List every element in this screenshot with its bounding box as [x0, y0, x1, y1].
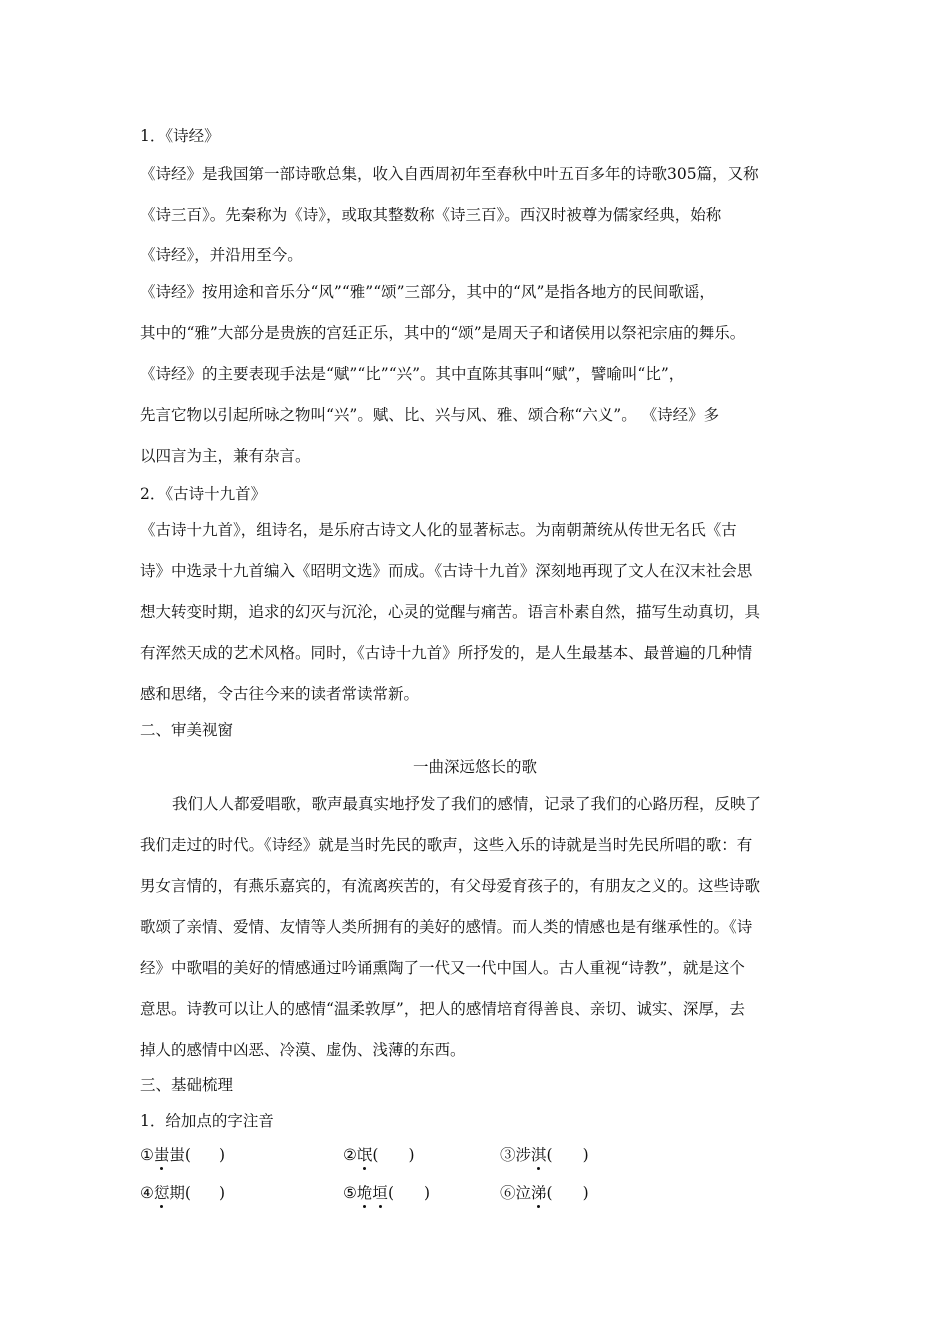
essay-line: 歌颂了亲情、爱情、友情等人类所拥有的美好的感情。而人类的情感也是有继承性的。《诗: [140, 918, 753, 936]
option-close: ): [582, 1184, 589, 1202]
s2-line: 诗》中选录十九首编入《昭明文选》而成。《古诗十九首》深刻地再现了文人在汉末社会思: [140, 562, 753, 580]
option-number: ③: [500, 1146, 516, 1164]
essay-line: 我们人人都爱唱歌，歌声最真实地抒发了我们的感情，记录了我们的心路历程，反映了: [172, 795, 762, 813]
s2-line: 感和思绪，令古往今来的读者常读常新。: [140, 685, 420, 703]
option-number: ②: [343, 1146, 357, 1164]
option-close: ): [582, 1146, 589, 1164]
dotted-char: 垣: [372, 1184, 388, 1202]
s1-line: 先言它物以引起所咏之物叫“兴”。赋、比、兴与风、雅、颂合称“六义”。 《诗经》多: [140, 406, 720, 424]
s1-line: 其中的“雅”大部分是贵族的宫廷正乐，其中的“颂”是周天子和诸侯用以祭祀宗庙的舞乐。: [140, 324, 746, 342]
s2-line: 想大转变时期，追求的幻灭与沉沦，心灵的觉醒与痛苦。语言朴素自然，描写生动真切，具: [140, 603, 761, 621]
s1-line: 《诗经》是我国第一部诗歌总集，收入自西周初年至春秋中叶五百多年的诗歌305篇，又称: [140, 165, 759, 183]
question-1: 1．给加点的字注音: [140, 1112, 274, 1130]
option-5: [343, 1183, 430, 1203]
option-close: ): [424, 1184, 431, 1202]
option-text: 蚩(: [169, 1146, 191, 1164]
option-text: (: [387, 1184, 394, 1202]
heading-aesthetic: 二、审美视窗: [140, 721, 234, 739]
dotted-char: 垝: [356, 1184, 373, 1202]
dotted-char: 淇: [531, 1146, 547, 1164]
s1-line: 《诗三百》。先秦称为《诗》，或取其整数称《诗三百》。西汉时被尊为儒家经典，始称: [140, 206, 722, 224]
s2-line: 有浑然天成的艺术风格。同时，《古诗十九首》所抒发的，是人生最基本、最普遍的几种情: [140, 644, 753, 662]
essay-line: 意思。诗教可以让人的感情“温柔敦厚”，把人的感情培育得善良、亲切、诚实、深厚，去: [140, 1000, 745, 1018]
option-number: ①: [140, 1146, 154, 1164]
section-1-title: 1．《诗经》: [140, 127, 220, 145]
dotted-char: 愆: [153, 1184, 170, 1202]
essay-title: 一曲深远悠长的歌: [412, 758, 537, 776]
option-text: (: [546, 1184, 553, 1202]
essay-line: 男女言情的，有燕乐嘉宾的，有流离疾苦的，有父母爱育孩子的，有朋友之义的。这些诗歌: [140, 877, 761, 895]
dotted-char: 涕: [531, 1184, 547, 1202]
heading-basics: 三、基础梳理: [140, 1076, 234, 1094]
option-4: [140, 1183, 225, 1203]
option-text: (: [546, 1146, 553, 1164]
option-close: ): [408, 1146, 415, 1164]
option-2: [343, 1145, 415, 1165]
dotted-char: 蚩: [153, 1146, 170, 1164]
option-3: [500, 1145, 589, 1165]
option-6: [500, 1183, 589, 1203]
option-number: ④: [140, 1184, 154, 1202]
essay-line: 经》中歌唱的美好的情感通过吟诵熏陶了一代又一代中国人。古人重视“诗教”，就是这个: [140, 959, 745, 977]
s1-line: 《诗经》按用途和音乐分“风”“雅”“颂”三部分，其中的“风”是指各地方的民间歌谣，: [140, 283, 715, 301]
option-number: ⑤: [343, 1184, 357, 1202]
essay-line: 我们走过的时代。《诗经》就是当时先民的歌声，这些入乐的诗就是当时先民所唱的歌：有: [140, 836, 753, 854]
s2-line: 《古诗十九首》，组诗名，是乐府古诗文人化的显著标志。为南朝萧统从传世无名氏《古: [140, 521, 737, 539]
s1-line: 《诗经》，并沿用至今。: [140, 246, 303, 264]
option-text: 涉: [515, 1146, 532, 1164]
option-close: ): [218, 1184, 226, 1202]
essay-line: 掉人的感情中凶恶、冷漠、虚伪、浅薄的东西。: [140, 1041, 466, 1059]
section-2-title: 2．《古诗十九首》: [140, 485, 267, 503]
option-number: ⑥: [500, 1184, 516, 1202]
s1-line: 以四言为主，兼有杂言。: [140, 447, 311, 465]
option-text: 泣: [515, 1184, 532, 1202]
option-text: (: [372, 1146, 379, 1164]
s1-line: 《诗经》的主要表现手法是“赋”“比”“兴”。其中直陈其事叫“赋”，譬喻叫“比”，: [140, 365, 685, 383]
option-text: 期(: [169, 1184, 191, 1202]
option-close: ): [218, 1146, 226, 1164]
option-1: [140, 1145, 225, 1165]
dotted-char: 氓: [356, 1146, 373, 1164]
